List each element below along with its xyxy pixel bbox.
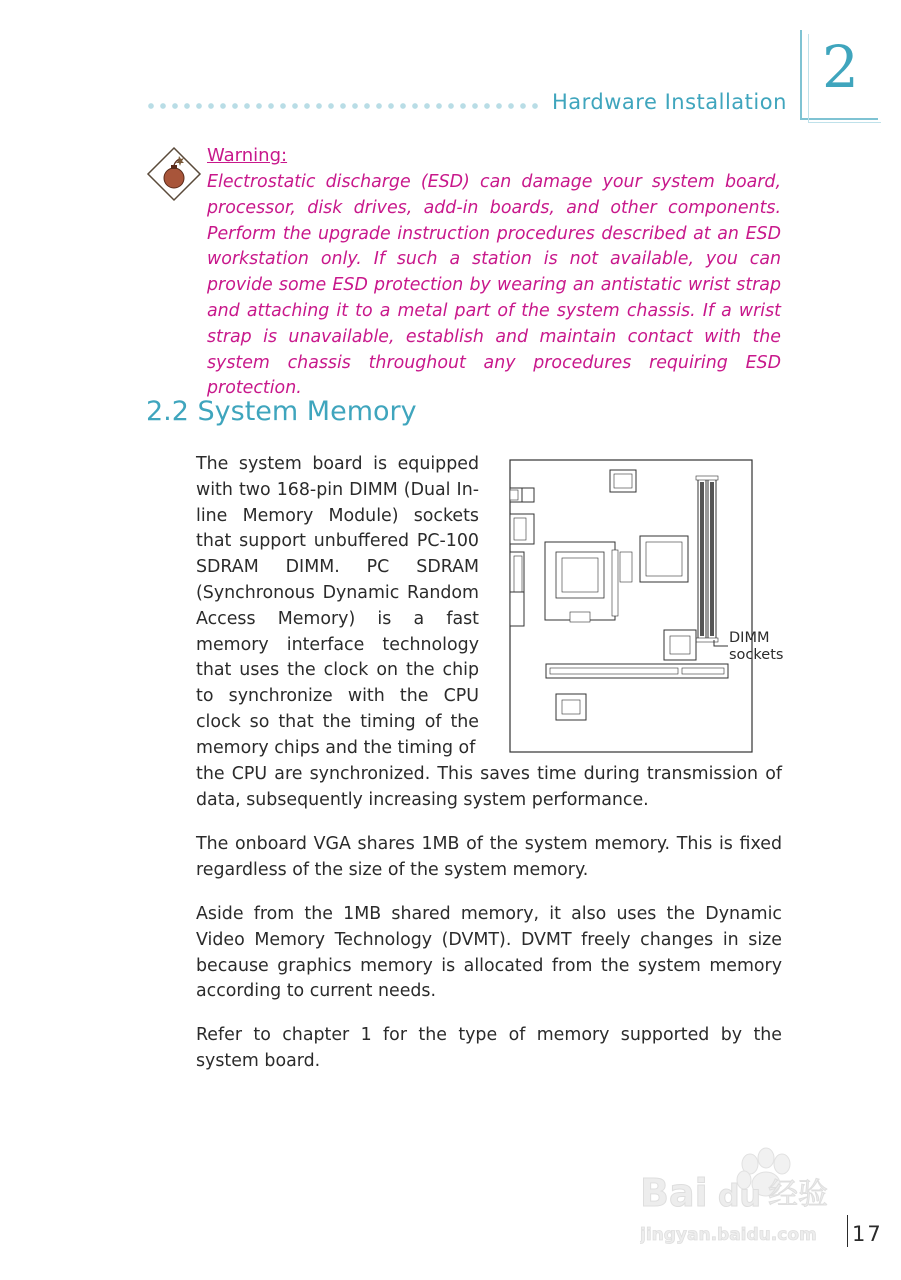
system-board-diagram (500, 452, 790, 762)
dvmt-paragraph: Aside from the 1MB shared memory, it also uses the Dynamic Video Memory Technology (DVMT). DVMT freely changes in size because graphics memory is allocated from the system memory according to current needs. (196, 904, 782, 1002)
baidu-watermark-logo (640, 1142, 850, 1252)
page-number: 17 (852, 1222, 883, 1246)
dimm-callout-line2: sockets (729, 647, 784, 663)
warning-title: Warning: (207, 145, 288, 166)
intro-paragraph-continued: the CPU are synchronized. This saves time during transmission of data, subsequently increasing system performance. (196, 764, 782, 810)
chapter-number: 2 (822, 33, 859, 101)
memory-reference-paragraph: Refer to chapter 1 for the type of memory supported by the system board. (196, 1025, 782, 1071)
watermark-brand: Bai (640, 1171, 708, 1215)
watermark-url: jingyan.baidu.com (640, 1225, 817, 1245)
header-section-title: Hardware Installation (552, 90, 787, 114)
vga-memory-paragraph: The onboard VGA shares 1MB of the system memory. This is fixed regardless of the size of the system memory. (196, 834, 782, 880)
intro-paragraph: The system board is equipped with two 168-pin DIMM (Dual In-line Memory Module) sockets that support unbuffered PC-100 SDRAM DIMM. PC SDRAM (Synchronous Dynamic Random Access Memory) is a fast memory interface technology that uses the clock on the chip to synchronize with the CPU clock so that the timing of the memory chips and the timing of (196, 454, 479, 758)
header-dot-leader (145, 102, 540, 110)
section-heading: 2.2 System Memory (146, 396, 417, 427)
dimm-sockets-callout (729, 630, 783, 664)
warning-text: Electrostatic discharge (ESD) can damage your system board, processor, disk drives, add-in boards, and other components. Perform the upgrade instruction procedures described at an ESD workstation only. If such a station is not available, you can provide some ESD protection by wearing an antistatic wrist strap and attaching it to a metal part of the system chassis. If a wrist strap is unavailable, establish and maintain contact with the system chassis throughout any procedures requiring ESD protection. (207, 172, 781, 399)
dimm-callout-line1: DIMM (729, 630, 770, 646)
watermark-brand-cn: 经验 (768, 1177, 828, 1212)
esd-bomb-icon (146, 146, 202, 202)
page-number-rule (847, 1215, 848, 1247)
watermark-brand-du: du (718, 1179, 761, 1214)
